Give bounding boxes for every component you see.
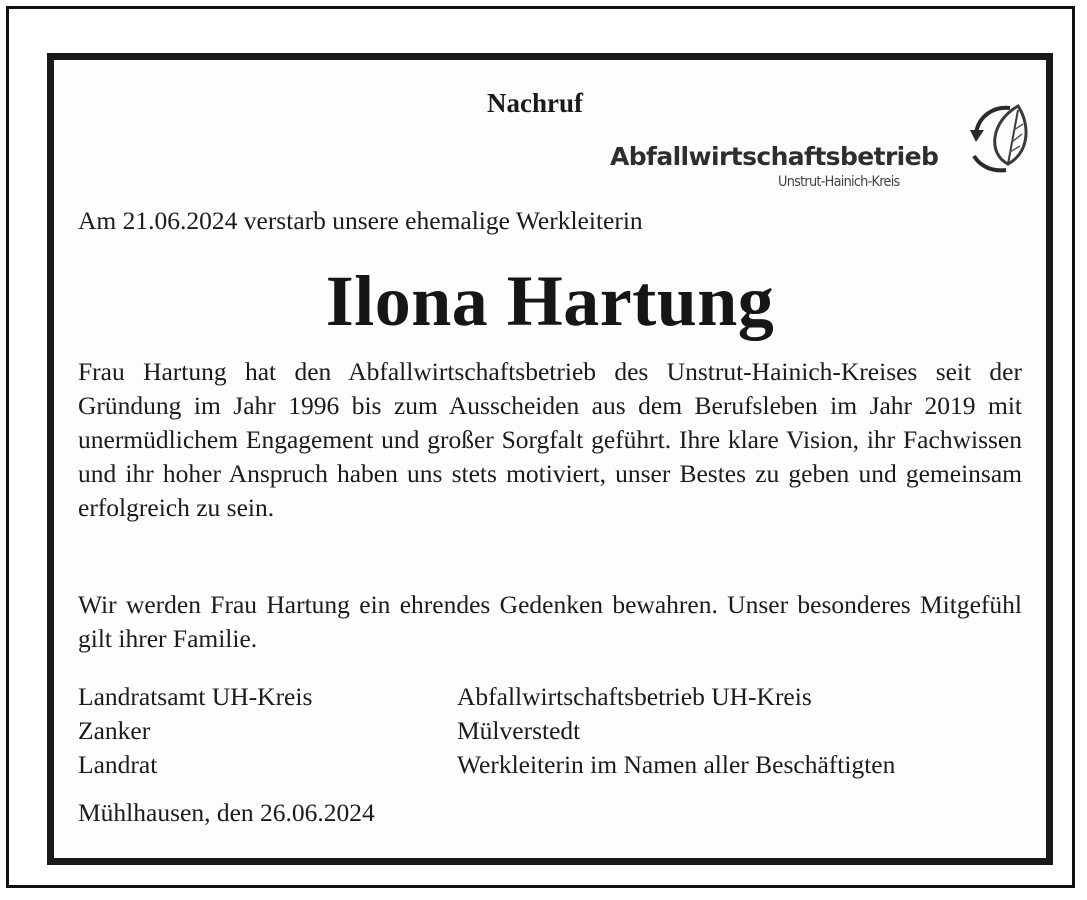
logo-subtitle: Unstrut-Hainich-Kreis <box>778 174 900 190</box>
signatory-organization: Landratsamt UH-Kreis <box>78 682 313 711</box>
place-date: Mühlhausen, den 26.06.2024 <box>78 798 375 827</box>
outer-frame <box>6 6 1075 888</box>
intro-line: Am 21.06.2024 verstarb unsere ehemalige Werkleiterin <box>78 206 643 235</box>
signatory-right <box>457 680 1017 782</box>
signatory-name: Mülverstedt <box>457 716 581 745</box>
obituary-notice <box>47 53 1053 865</box>
signatory-organization: Abfallwirtschaftsbetrieb UH-Kreis <box>457 682 812 711</box>
condolence-paragraph: Wir werden Frau Hartung ein ehrendes Gedenken bewahren. Unser besonderes Mitgefühl gilt ihrer Familie. <box>78 590 1022 653</box>
signatory-title: Werkleiterin im Namen aller Beschäftigten <box>457 750 896 779</box>
signatory-name: Zanker <box>78 716 151 745</box>
recycling-leaf-icon <box>968 94 1038 176</box>
tribute-paragraph: Frau Hartung hat den Abfallwirtschaftsbetrieb des Unstrut-Hainich-Kreises seit der Gründung im Jahr 1996 bis zum Ausscheiden aus dem Berufsleben im Jahr 2019 mit unermüdlichem Engagement und großer Sorgfalt geführt. Ihre klare Vision, ihr Fachwissen und ihr hoher Anspruch haben uns stets motiviert, unser Bestes zu geben und gemeinsam erfolgreich zu sein. <box>78 357 1022 522</box>
deceased-name: Ilona Hartung <box>325 261 775 341</box>
company-logo <box>610 94 1040 200</box>
logo-name: Abfallwirtschaftsbetrieb <box>610 142 939 171</box>
signatory-title: Landrat <box>78 750 158 779</box>
notice-heading: Nachruf <box>487 88 583 118</box>
signatory-left <box>78 680 448 782</box>
